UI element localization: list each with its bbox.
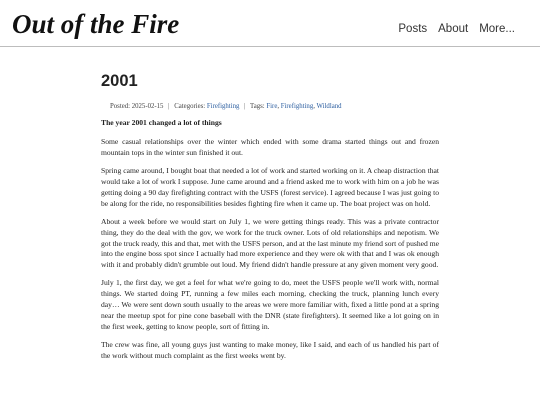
- post-meta: [110, 102, 439, 111]
- meta-separator: |: [244, 103, 246, 110]
- categories-label: Categories:: [174, 103, 206, 110]
- tag-link-firefighting[interactable]: Firefighting: [280, 103, 314, 110]
- site-title-link[interactable]: Out of the Fire: [12, 9, 180, 39]
- category-link-firefighting[interactable]: Firefighting: [206, 103, 240, 110]
- post-paragraph: The crew was fine, all young guys just wanting to make money, like I said, and each of us handled his part of the work without much complaint as the first weeks went by.: [101, 340, 439, 361]
- post-date: 2025-02-15: [131, 103, 164, 110]
- main-nav: [398, 22, 515, 36]
- posted-label: Posted:: [110, 103, 131, 110]
- post-paragraph: Spring came around, I bought boat that needed a lot of work and started working on it. A cheap distraction that would take a lot of work I suppose. June came around and a friend asked me to work with him on a job he was getting doing a 90 day firefighting contract with the USFS (forest service). I agreed because I was just going to be along for the ride, no responsibilities besides fighting fire when it came up. The boat project was on hold.: [101, 165, 439, 208]
- post-lead: The year 2001 changed a lot of things: [101, 118, 222, 127]
- post-body: [101, 118, 439, 362]
- nav-link-about[interactable]: About: [438, 23, 469, 35]
- post-paragraph: About a week before we would start on July 1, we were getting things ready. This was a private contractor thing, they do the deal with the gov, we work for the truck owner. Lots of old relationships and nepotism. We got the truck ready, this and that, met with the USFS person, and at the last minute my friend sort of pushed me into the engine boss spot since I actually had more experience and they were ok with that and I was ok enough with it and probably didn't grumble out loud. My friend didn't handle pressure at any given moment very good.: [101, 216, 439, 270]
- post-paragraph: Some casual relationships over the winter which ended with some drama started things out and frozen mountain tops in the winter sun finished it out.: [101, 136, 439, 157]
- tag-comma: ,: [313, 103, 317, 110]
- post-title: 2001: [101, 72, 138, 90]
- site-header: [0, 0, 540, 47]
- tag-link-fire[interactable]: Fire: [266, 103, 278, 110]
- post-article: [101, 71, 439, 369]
- nav-link-posts[interactable]: Posts: [398, 23, 428, 35]
- tag-link-wildland[interactable]: Wildland: [316, 103, 342, 110]
- meta-separator: |: [168, 103, 170, 110]
- tags-label: Tags:: [250, 103, 265, 110]
- nav-link-more[interactable]: More...: [479, 23, 515, 35]
- tag-comma: ,: [277, 103, 281, 110]
- post-paragraph: July 1, the first day, we get a feel for what we're going to do, meet the USFS people we'll work with, normal things. We started doing PT, running a few miles each morning, checking the truck, planning lunch every day… We were sent down south usually to the areas we were more familiar with, fixed a little pond at a spring near the meetup spot for pine cone baseball with the DNR (state firefighters). It seemed like a lot going on in the first week, getting to know people, sort of fitting in.: [101, 278, 439, 332]
